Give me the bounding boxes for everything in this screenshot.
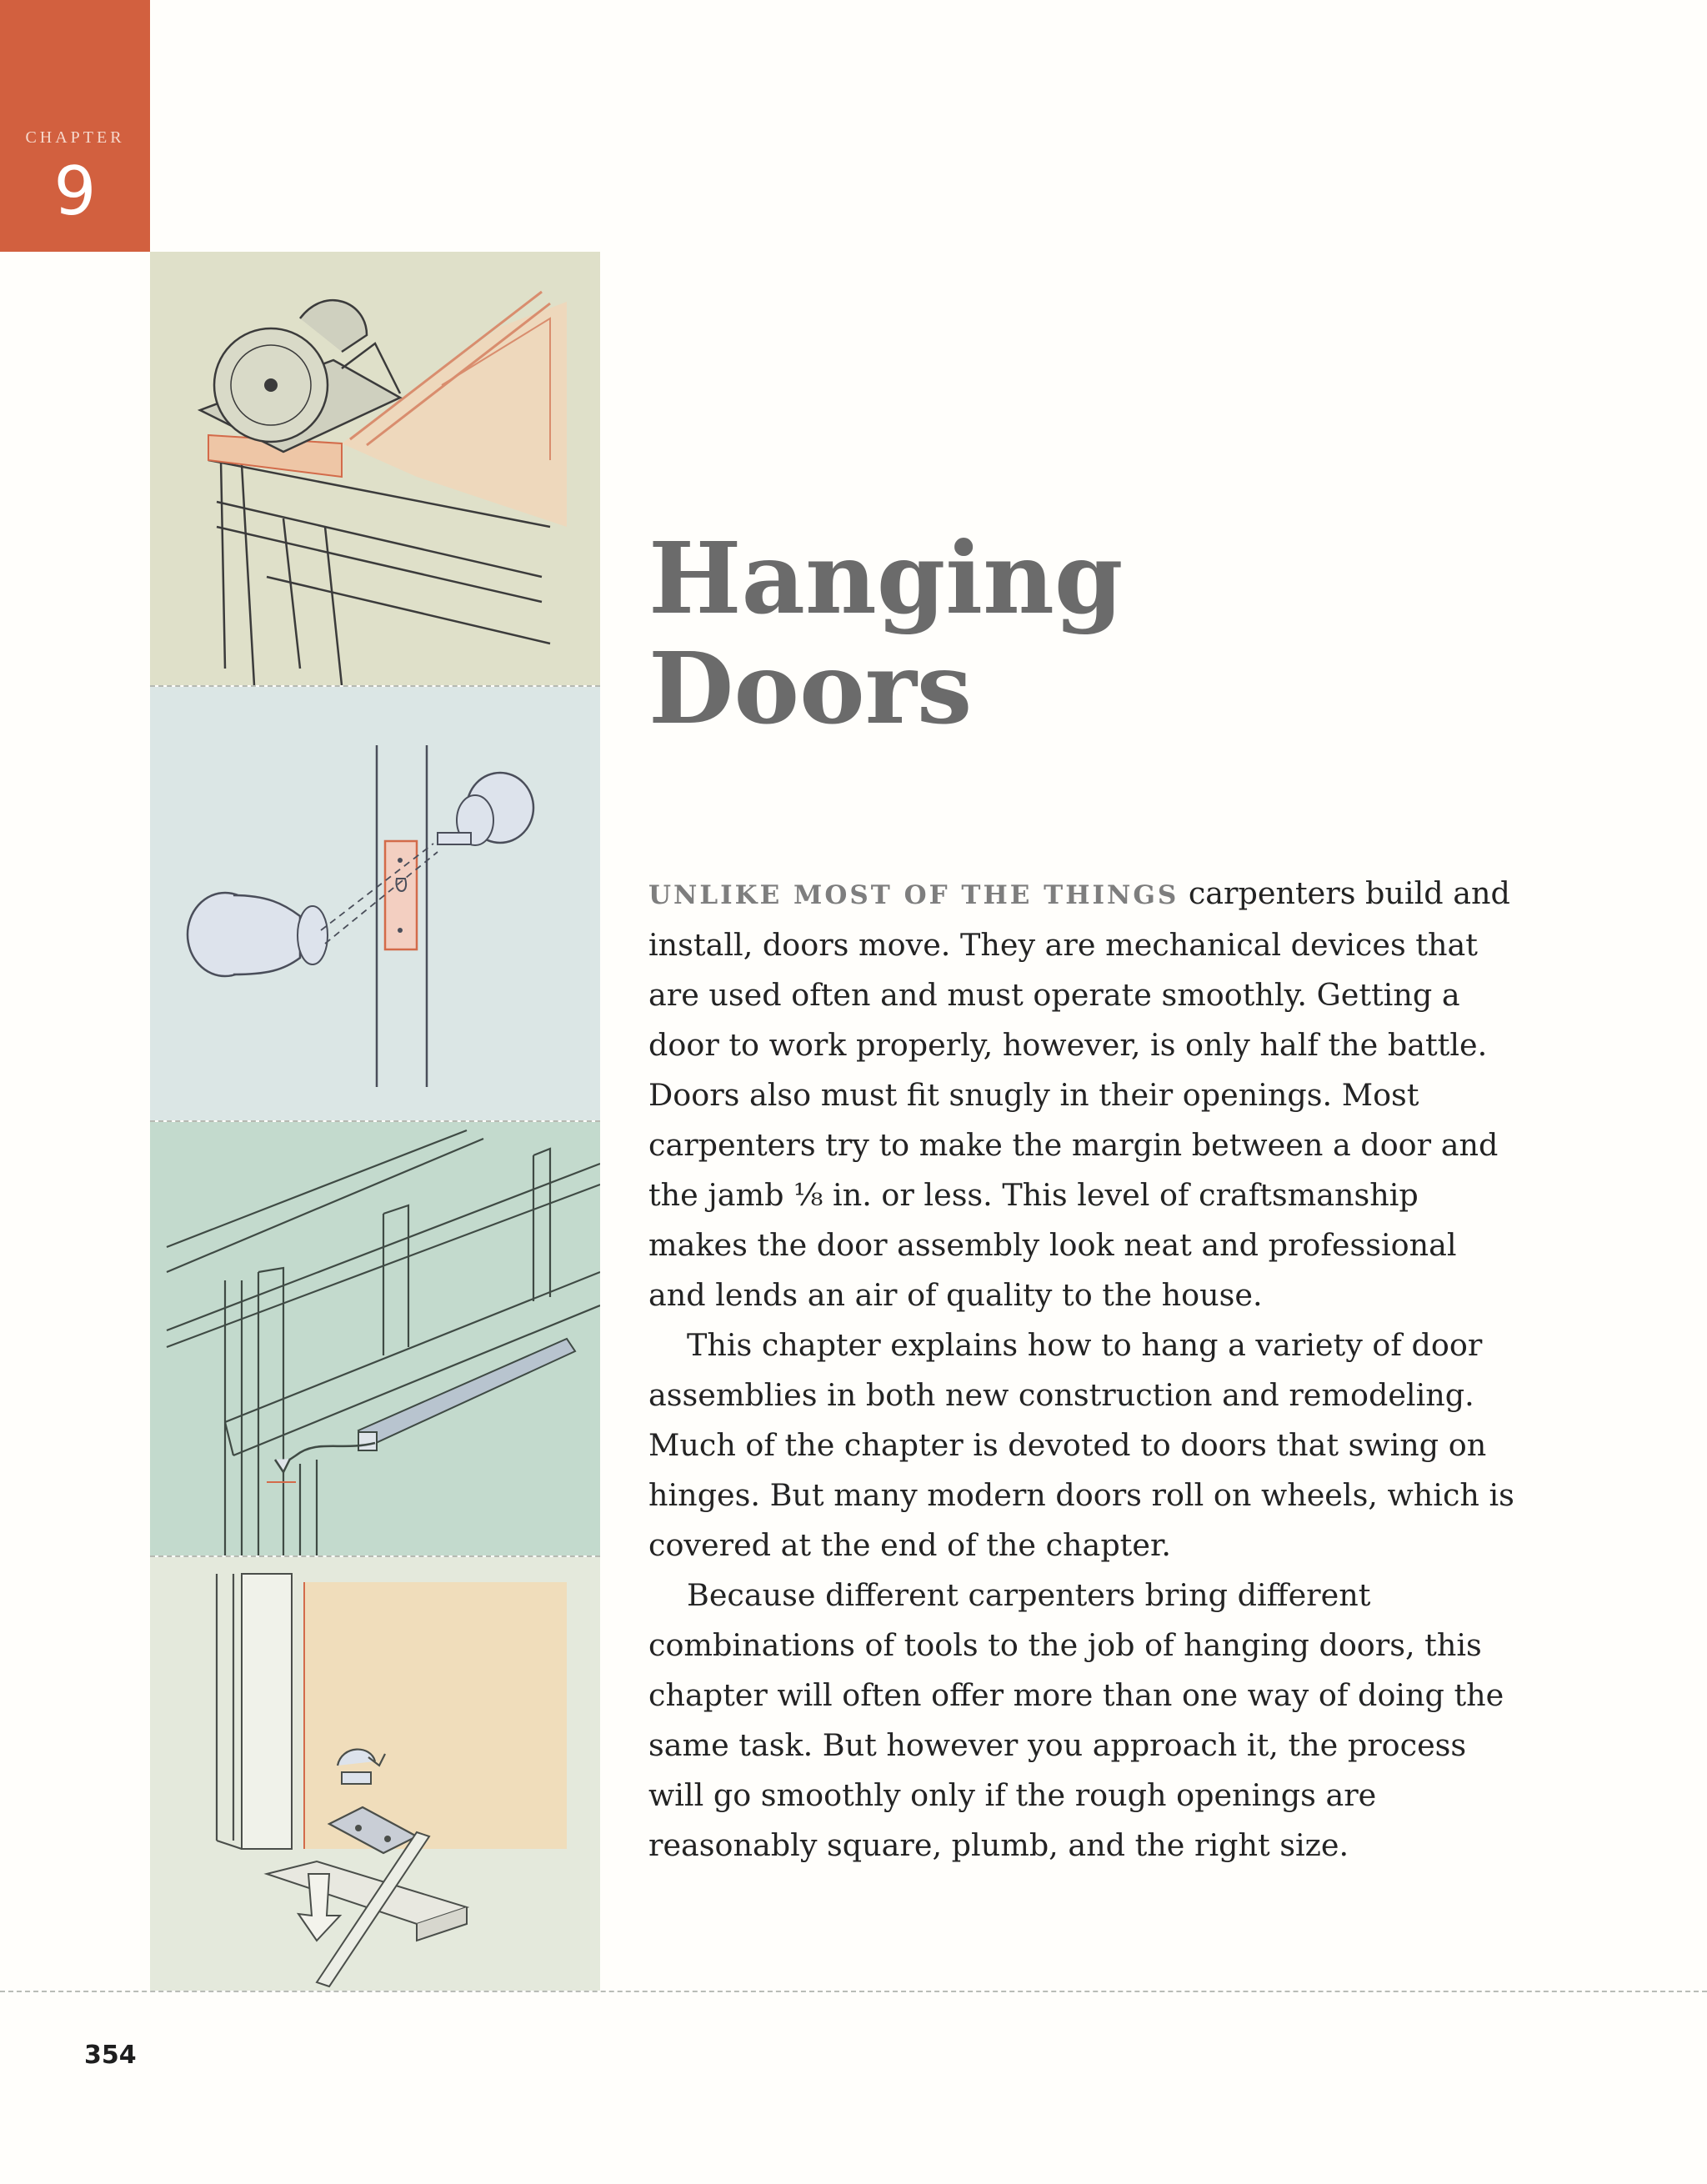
illustration-column: [150, 252, 600, 1991]
footer-rule: [0, 1991, 1707, 1992]
intro-paragraph-1: [648, 869, 1515, 1320]
illustration-pivot-bracket: [150, 1557, 600, 1991]
illustration-doorknob: [150, 687, 600, 1120]
illustration-sliding-track: [150, 1122, 600, 1555]
intro-paragraph-2: This chapter explains how to hang a variety of door assemblies in both new construction and remodeling. Much of the chapter is devoted to doors that swing on hinges. But many modern doors roll on wheels, which is covered at the end of the chapter.: [648, 1327, 1514, 1563]
paragraph-1-text: carpenters build and install, doors move. They are mechanical devices that are used often and must operate smoothly. Getting a door to work properly, however, is only half the battle. Doors also must fit snugly in their openings. Most carpenters try to make the margin between a door and the jamb ⅛ in. or less. This level of craftsmanship makes the door assembly look neat and professional and lends an air of quality to the house.: [648, 875, 1510, 1313]
intro-paragraph-3: Because different carpenters bring different combinations of tools to the job of hanging doors, this chapter will often offer more than one way of doing the same task. But however you approach it, the process will go smoothly only if the rough openings are reasonably square, plumb, and the right size.: [648, 1577, 1504, 1863]
intro-text: [648, 869, 1515, 1871]
page-number: 354: [84, 2041, 137, 2070]
chapter-tab: [0, 0, 150, 252]
page-title: [648, 520, 1565, 746]
lead-in-caps: UNLIKE MOST OF THE THINGS: [648, 880, 1179, 910]
chapter-label: CHAPTER: [25, 128, 125, 147]
title-line-2: Doors: [648, 630, 973, 746]
illustration-circular-saw: [150, 252, 600, 685]
chapter-number: 9: [53, 153, 97, 230]
title-line-1: Hanging: [648, 520, 1124, 636]
